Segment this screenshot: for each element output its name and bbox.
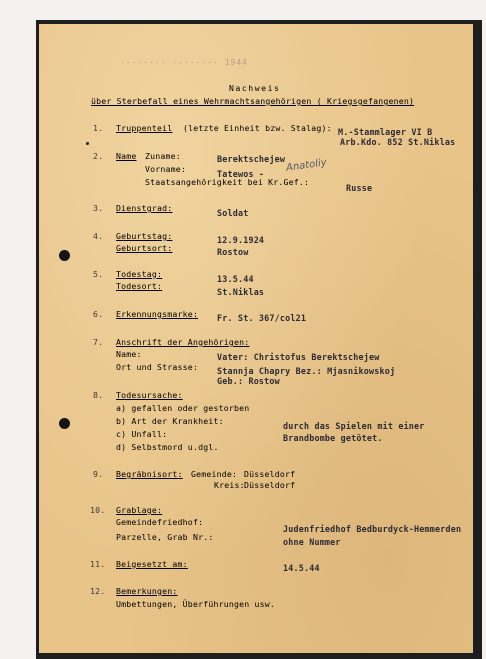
cemetery-value: Judenfriedhof Bedburdyck-Hemmerden — [283, 524, 462, 534]
section-number: 7. — [93, 337, 104, 347]
relatives-value-2: Stannja Chapry Bez.: Mjasnikowskoj — [217, 366, 396, 376]
surname-label: Zuname: — [145, 151, 181, 161]
burial-date-label: Beigesetzt am: — [116, 559, 188, 569]
name-label: Name — [116, 151, 137, 161]
handwritten-note: Anatoliy — [285, 157, 328, 174]
municipality-label: Gemeinde: — [191, 469, 238, 479]
birthdate-value: 12.9.1924 — [217, 235, 265, 245]
id-tag-label: Erkennungsmarke: — [116, 309, 199, 319]
nationality-label: Staatsangehörigkeit bei Kr.Gef.: — [145, 177, 310, 187]
surname-value: Berektschejew — [217, 154, 286, 164]
birthplace-label: Geburtsort: — [116, 243, 173, 253]
section-number: 10. — [90, 505, 106, 515]
section-number: 6. — [93, 309, 104, 319]
document-title: Nachweis — [229, 83, 281, 93]
municipality-value: Düsseldorf — [244, 469, 296, 479]
section-number: 11. — [90, 559, 106, 569]
death-place-value: St.Niklas — [217, 287, 265, 297]
cause-option-c: c) Unfall: — [116, 429, 168, 439]
rank-label: Dienstgrad: — [116, 203, 173, 213]
ink-dot — [86, 142, 89, 145]
section-number: 12. — [90, 586, 106, 596]
relatives-address-label: Anschrift der Angehörigen: — [116, 337, 250, 347]
cause-value-2: Brandbombe getötet. — [283, 433, 383, 443]
plot-label: Parzelle, Grab Nr.: — [116, 532, 214, 542]
punch-hole — [59, 250, 70, 261]
burial-place-label: Begräbnisort: — [116, 469, 183, 479]
relatives-value-1: Vater: Christofus Berektschejew — [217, 352, 380, 362]
section-number: 3. — [93, 203, 104, 213]
section-number: 8. — [93, 390, 104, 400]
remarks-detail: Umbettungen, Überführungen usw. — [116, 599, 276, 609]
section-number: 4. — [93, 231, 104, 241]
district-label: Kreis: — [214, 480, 245, 490]
remarks-label: Bemerkungen: — [116, 586, 178, 596]
unit-label: Truppenteil — [116, 123, 173, 133]
unit-value-2: Arb.Kdo. 852 St.Niklas — [340, 137, 456, 147]
id-tag-value: Fr. St. 367/col21 — [217, 313, 307, 323]
section-number: 2. — [93, 151, 104, 161]
rank-value: Soldat — [217, 208, 249, 218]
relatives-name-label: Name: — [116, 349, 142, 359]
plot-value: ohne Nummer — [283, 537, 341, 547]
cemetery-label: Gemeindefriedhof: — [116, 517, 204, 527]
relatives-value-3: Geb.: Rostow — [217, 376, 280, 386]
firstname-value: Tatewos - — [217, 169, 265, 179]
faint-bleedthrough-text: ········ ········ 1944 — [120, 58, 248, 67]
punch-hole — [59, 418, 70, 429]
cause-option-d: d) Selbstmord u.dgl. — [116, 442, 219, 452]
cause-option-b: b) Art der Krankheit: — [116, 416, 224, 426]
birthdate-label: Geburtstag: — [116, 231, 173, 241]
cause-option-a: a) gefallen oder gestorben — [116, 403, 250, 413]
unit-label-detail: (letzte Einheit bzw. Stalag): — [183, 123, 332, 133]
burial-date-value: 14.5.44 — [283, 563, 320, 573]
section-number: 5. — [93, 269, 104, 279]
grave-location-label: Grablage: — [116, 505, 163, 515]
document-subtitle: über Sterbefall eines Wehrmachtsangehörigen ( Kriegsgefangenen) — [91, 96, 415, 106]
cause-of-death-label: Todesursache: — [116, 390, 183, 400]
death-place-label: Todesort: — [116, 281, 163, 291]
birthplace-value: Rostow — [217, 247, 249, 257]
firstname-label: Vorname: — [145, 164, 187, 174]
unit-value-1: M.-Stammlager VI B — [338, 127, 433, 137]
section-number: 9. — [93, 469, 104, 479]
death-date-label: Todestag: — [116, 269, 163, 279]
relatives-street-label: Ort und Strasse: — [116, 362, 199, 372]
district-value: Düsseldorf — [244, 480, 296, 490]
nationality-value: Russe — [346, 183, 373, 193]
cause-value-1: durch das Spielen mit einer — [283, 421, 425, 431]
section-number: 1. — [93, 123, 104, 133]
death-date-value: 13.5.44 — [217, 274, 254, 284]
